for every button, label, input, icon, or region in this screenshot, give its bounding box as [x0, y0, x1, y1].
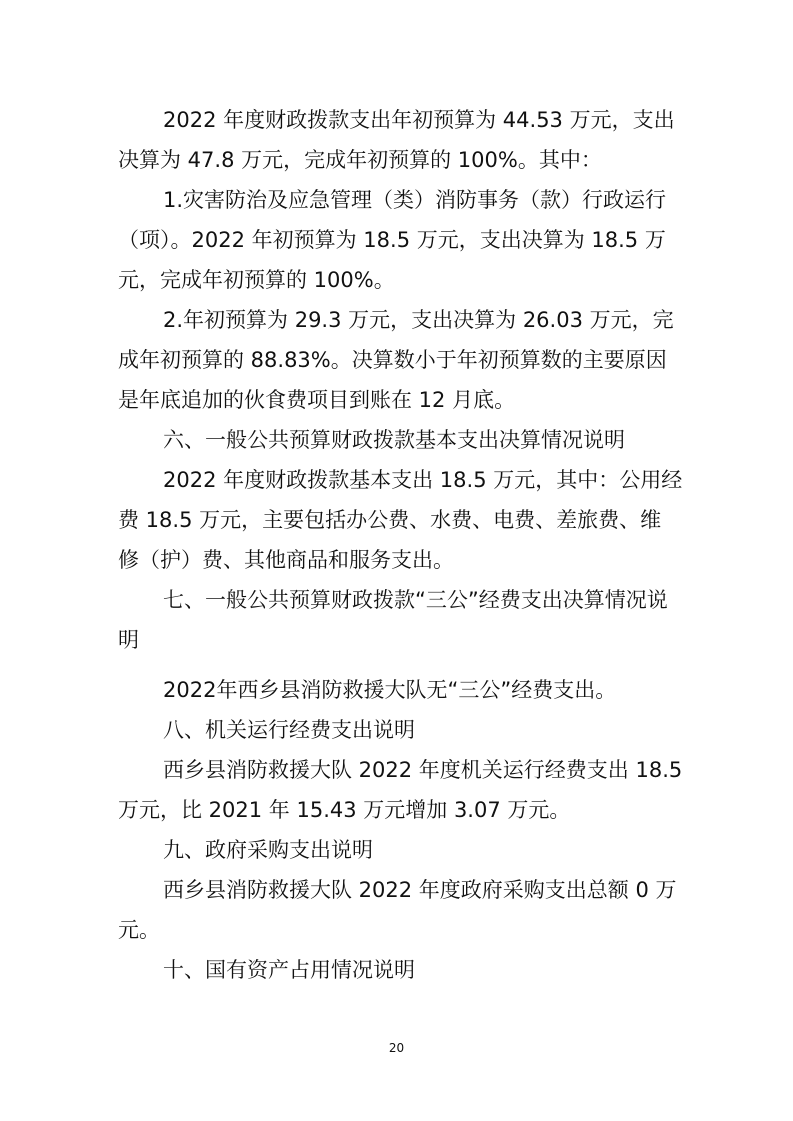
section-heading-6: 六、一般公共预算财政拨款基本支出决算情况说明 [163, 428, 625, 452]
paragraph-line: 西乡县消防救援大队 2022 年度政府采购支出总额 0 万 [163, 878, 677, 902]
paragraph-line: 成年初预算的 88.83%。决算数小于年初预算数的主要原因 [118, 348, 667, 372]
paragraph-line: 元，完成年初预算的 100%。 [118, 268, 395, 292]
paragraph-line: （项）。2022 年初预算为 18.5 万元，支出决算为 18.5 万 [118, 228, 666, 252]
section-heading-7: 七、一般公共预算财政拨款“三公”经费支出决算情况说 [163, 588, 668, 612]
paragraph-line: 万元，比 2021 年 15.43 万元增加 3.07 万元。 [118, 798, 571, 822]
paragraph-line: 是年底追加的伙食费项目到账在 12 月底。 [118, 388, 516, 412]
paragraph-line: 西乡县消防救援大队 2022 年度机关运行经费支出 18.5 [163, 758, 683, 782]
paragraph-line: 元。 [118, 918, 160, 942]
paragraph-line: 修（护）费、其他商品和服务支出。 [118, 548, 454, 572]
paragraph-line: 2022年西乡县消防救援大队无“三公”经费支出。 [163, 678, 617, 702]
paragraph-line: 决算为 47.8 万元，完成年初预算的 100%。其中： [118, 148, 602, 172]
paragraph-line: 2.年初预算为 29.3 万元，支出决算为 26.03 万元，完 [163, 308, 674, 332]
page-number: 20 [388, 1041, 405, 1055]
paragraph-line: 1.灾害防治及应急管理（类）消防事务（款）行政运行 [163, 188, 667, 212]
paragraph-line: 费 18.5 万元，主要包括办公费、水费、电费、差旅费、维 [118, 508, 662, 532]
section-heading-7-continued: 明 [118, 628, 139, 652]
section-heading-9: 九、政府采购支出说明 [163, 838, 373, 862]
section-heading-8: 八、机关运行经费支出说明 [163, 718, 415, 742]
section-heading-10: 十、国有资产占用情况说明 [163, 958, 415, 982]
paragraph-line: 2022 年度财政拨款支出年初预算为 44.53 万元，支出 [163, 108, 675, 132]
paragraph-line: 2022 年度财政拨款基本支出 18.5 万元，其中：公用经 [163, 468, 683, 492]
